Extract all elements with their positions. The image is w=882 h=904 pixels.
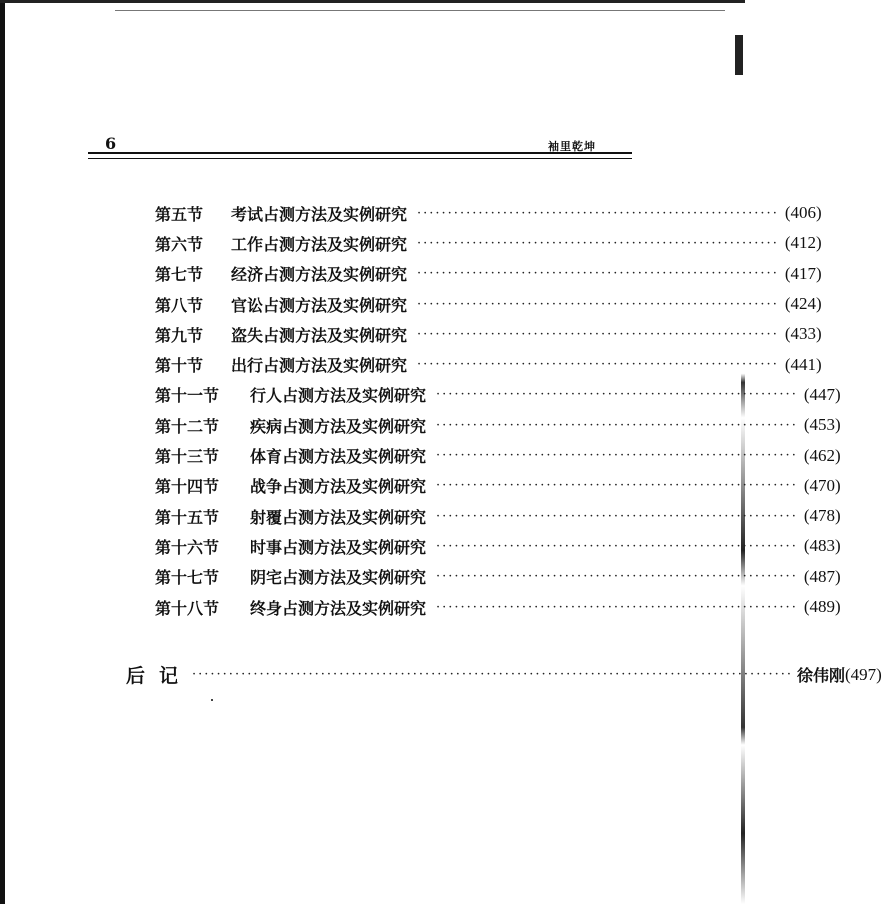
toc-title: 行人占测方法及实例研究 [250, 386, 427, 406]
dot-leader: ··························································· [417, 266, 779, 282]
afterword-author: 徐伟刚 [796, 666, 845, 685]
toc-title: 终身占测方法及实例研究 [250, 598, 427, 618]
toc-section-number: 第十二节 [155, 416, 220, 436]
toc-section-number: 第五节 [155, 204, 204, 224]
dot-leader: ··························································· [436, 387, 798, 403]
toc-title: 盗失占测方法及实例研究 [231, 325, 408, 345]
toc-page-number: (462) [803, 445, 841, 465]
toc-title: 时事占测方法及实例研究 [250, 537, 427, 557]
toc-section-number: 第十三节 [155, 447, 220, 467]
afterword-label: 后记 [126, 665, 193, 687]
scan-left-border [0, 0, 5, 904]
toc-page-number: (487) [803, 566, 841, 586]
toc-entry [155, 259, 822, 289]
toc-title: 疾病占测方法及实例研究 [250, 416, 427, 436]
toc-title: 阴宅占测方法及实例研究 [250, 568, 427, 588]
toc-section-number: 第十节 [155, 356, 204, 376]
toc-section-number: 第十八节 [155, 598, 220, 618]
toc-page-number: (406) [784, 203, 822, 223]
toc-section-number: 第七节 [155, 265, 204, 285]
dot-leader: ··························································· [417, 235, 779, 251]
toc-entry [155, 592, 841, 622]
dot-leader: ··························································· [436, 508, 798, 524]
toc-title: 经济占测方法及实例研究 [231, 265, 408, 285]
toc-section-number: 第十四节 [155, 477, 220, 497]
toc-section-number: 第十七节 [155, 568, 220, 588]
toc-entry [155, 501, 841, 531]
toc-page-number: (470) [803, 475, 841, 495]
toc-page-number: (424) [784, 294, 822, 314]
header-rule [88, 152, 632, 159]
afterword-entry [126, 661, 882, 688]
toc-page-number: (417) [784, 263, 822, 283]
toc-page-number: (447) [803, 384, 841, 404]
dot-leader: ·································································································· [192, 667, 793, 682]
dot-leader: ··························································· [417, 326, 779, 342]
toc-entry [155, 198, 822, 228]
table-of-contents [155, 198, 841, 622]
dot-leader: ··························································· [436, 599, 798, 615]
toc-entry [155, 531, 841, 561]
toc-entry [155, 289, 822, 319]
dot-leader: ··························································· [436, 538, 798, 554]
toc-title: 考试占测方法及实例研究 [231, 204, 408, 224]
toc-entry [155, 562, 841, 592]
toc-page-number: (478) [803, 506, 841, 526]
toc-title: 战争占测方法及实例研究 [250, 477, 427, 497]
toc-title: 官讼占测方法及实例研究 [231, 295, 408, 315]
dot-leader: ··························································· [436, 569, 798, 585]
dot-leader: ··························································· [417, 296, 779, 312]
toc-page-number: (453) [803, 415, 841, 435]
toc-entry [155, 380, 841, 410]
dot-leader: ··························································· [417, 205, 779, 221]
page-number: 6 [105, 134, 117, 153]
toc-section-number: 第十一节 [155, 386, 220, 406]
toc-section-number: 第十六节 [155, 537, 220, 557]
toc-page-number: (489) [803, 597, 841, 616]
scan-top-line [115, 10, 725, 11]
dot-leader: ··························································· [436, 448, 798, 464]
toc-page-number: (433) [784, 324, 822, 344]
scan-speck [211, 699, 213, 701]
running-title: 袖里乾坤 [548, 140, 596, 153]
dot-leader: ··························································· [436, 417, 798, 433]
toc-section-number: 第九节 [155, 325, 204, 345]
toc-entry [155, 349, 822, 379]
toc-section-number: 第八节 [155, 295, 204, 315]
toc-page-number: (412) [784, 233, 822, 253]
dot-leader: ··························································· [417, 357, 779, 373]
afterword-page-number: (497) [845, 664, 882, 684]
toc-section-number: 第十五节 [155, 507, 220, 527]
toc-entry [155, 319, 822, 349]
toc-title: 工作占测方法及实例研究 [231, 234, 408, 254]
toc-title: 体育占测方法及实例研究 [250, 447, 427, 467]
toc-entry [155, 228, 822, 258]
scan-right-mark [735, 35, 743, 75]
toc-title: 射覆占测方法及实例研究 [250, 507, 427, 527]
toc-entry [155, 410, 841, 440]
dot-leader: ··························································· [436, 478, 798, 494]
toc-section-number: 第六节 [155, 234, 204, 254]
toc-entry [155, 440, 841, 470]
toc-page-number: (441) [784, 354, 822, 374]
toc-entry [155, 471, 841, 501]
toc-page-number: (483) [803, 536, 841, 556]
toc-title: 出行占测方法及实例研究 [231, 356, 408, 376]
scan-top-border [0, 0, 745, 3]
